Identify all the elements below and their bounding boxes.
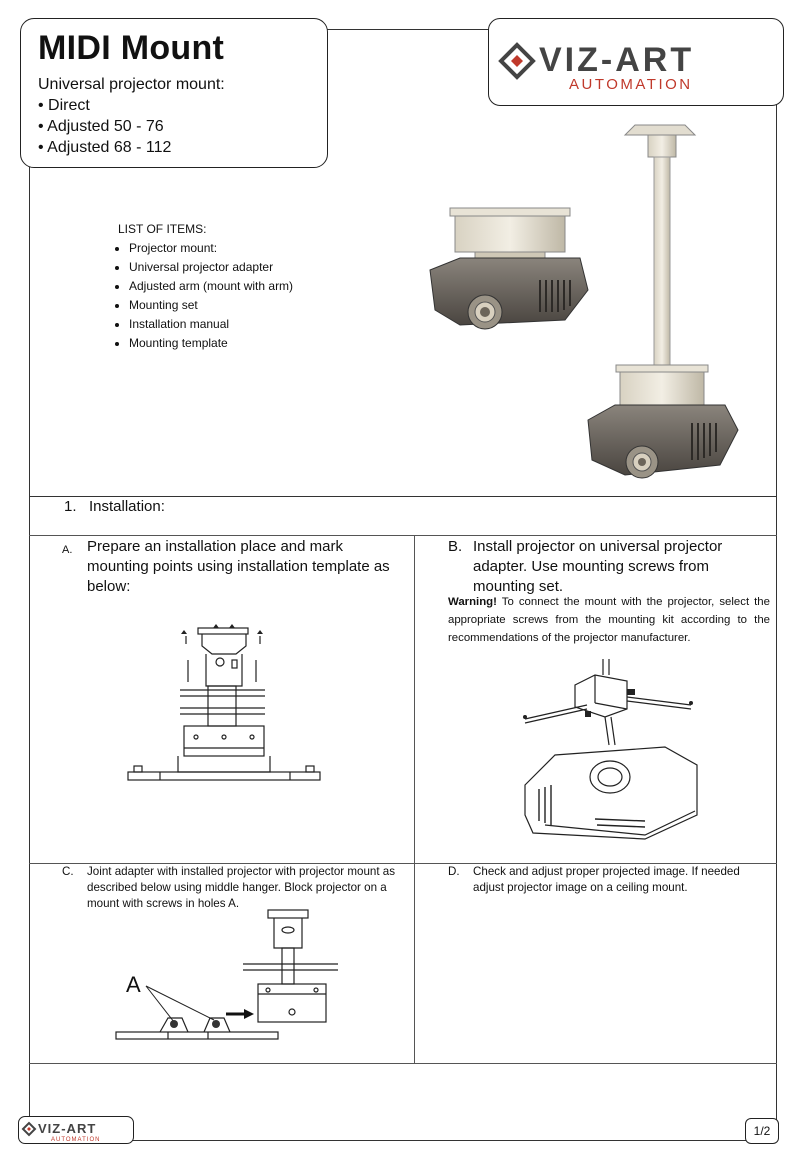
brand-logo-box: [488, 18, 784, 106]
step-text: Check and adjust proper projected image. If needed adjust projector image on a ceiling mount.: [473, 865, 740, 894]
hanger-joint-diagram: [108, 908, 348, 1048]
svg-text:VIZ-ART: VIZ-ART: [38, 1121, 97, 1136]
step-text: Joint adapter with installed projector with projector mount as described below using middle hanger. Block projector on a mount with screws in holes A.: [87, 865, 396, 910]
step-letter: B.: [448, 538, 463, 555]
list-item: • Mounting template: [129, 334, 293, 353]
step-d: [448, 864, 772, 896]
step-letter: A.: [62, 544, 73, 556]
list-item: • Mounting set: [129, 296, 293, 315]
variant-item: • Adjusted 68 - 112: [38, 137, 310, 158]
list-item: • Projector mount:: [129, 239, 293, 258]
step-letter: D.: [448, 865, 460, 878]
table-column-divider: [414, 535, 415, 1063]
page-title: MIDI Mount: [38, 29, 225, 67]
warning-note: [448, 593, 770, 647]
list-item: • Adjusted arm (mount with arm): [129, 277, 293, 296]
warning-label: Warning!: [448, 596, 497, 608]
step-c: [62, 864, 408, 912]
footer-logo-box: [18, 1116, 134, 1144]
mount-template-diagram: [120, 620, 330, 795]
page-number: 1/2: [745, 1118, 779, 1144]
list-item: • Universal projector adapter: [129, 258, 293, 277]
items-list: [110, 220, 293, 353]
title-box: [20, 18, 328, 168]
logo-wordmark: VIZ-ART: [539, 41, 695, 79]
adjusted-mount-photo: [588, 125, 738, 478]
section-number: 1.: [64, 498, 77, 515]
step-a: [62, 537, 407, 597]
product-photo: [420, 120, 760, 490]
variant-item: • Direct: [38, 95, 310, 116]
projector-adapter-diagram: [515, 655, 705, 850]
callout-a-label: A: [126, 972, 141, 997]
subtitle: Universal projector mount:: [38, 76, 225, 93]
viz-art-logo: [489, 19, 783, 105]
logo-tagline: AUTOMATION: [569, 76, 693, 93]
step-text: Install projector on universal projector adapter. Use mounting screws from mounting set.: [473, 538, 723, 595]
step-b: [448, 537, 772, 597]
section-installation-title: [64, 497, 165, 517]
section-title-text: Installation:: [89, 498, 165, 515]
footer-logo: [19, 1117, 133, 1143]
step-letter: C.: [62, 865, 74, 878]
diamond-logo-icon: [23, 1123, 35, 1135]
direct-mount-photo: [430, 208, 588, 329]
variant-list: [38, 95, 310, 158]
step-text: Prepare an installation place and mark mounting points using installation template as below:: [87, 538, 390, 595]
items-heading: LIST OF ITEMS:: [118, 222, 207, 236]
list-item: • Installation manual: [129, 315, 293, 334]
variant-item: • Adjusted 50 - 76: [38, 116, 310, 137]
svg-text:AUTOMATION: AUTOMATION: [51, 1137, 101, 1143]
table-rule: [29, 535, 777, 536]
warning-text: To connect the mount with the projector, select the appropriate screws from the mounting kit according to the recommendations of the projector manufacturer.: [448, 596, 770, 644]
table-rule: [29, 1063, 777, 1064]
diamond-logo-icon: [501, 45, 533, 77]
